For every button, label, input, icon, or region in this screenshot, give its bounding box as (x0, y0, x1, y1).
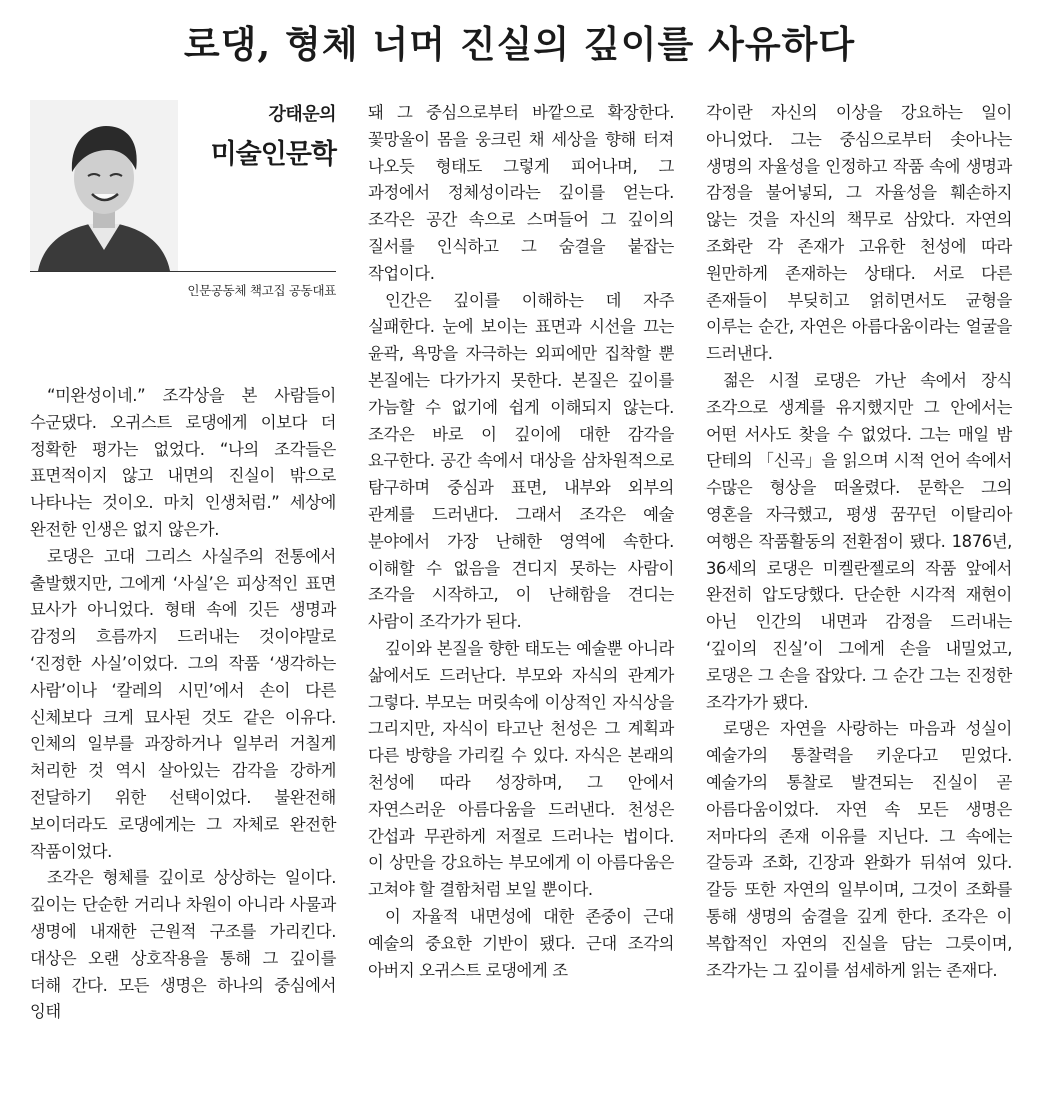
paragraph: 돼 그 중심으로부터 바깥으로 확장한다. 꽃망울이 몸을 웅크린 채 세상을 향해 터져 나오듯 형태도 그렇게 피어나며, 그 과정에서 정체성이라는 깊이를 얻는다. 조각은 공간 속으로 스며들어 그 깊이의 질서를 인식하고 그 숨결을 붙잡는 작업이다. (368, 103, 674, 283)
paragraph: 조각은 형체를 깊이로 상상하는 일이다. 깊이는 단순한 거리나 차원이 아니라 사물과 생명에 내재한 근원적 구조를 가리킨다. 대상은 오랜 상호작용을 통해 그 깊이를 더해 간다. 모든 생명은 하나의 중심에서 잉태 (30, 868, 336, 1022)
photo-divider (30, 271, 336, 272)
paragraph: 젊은 시절 로댕은 가난 속에서 장식 조각으로 생계를 유지했지만 그 안에서는 어떤 서사도 찾을 수 없었다. 그는 매일 밤 단테의 「신곡」을 읽으며 시적 언어 속에서 수많은 형상을 떠올렸다. 문학은 그의 영혼을 자극했고, 평생 꿈꾸던 이탈리아 여행은 작품활동의 전환점이 됐다. 1876년, 36세의 로댕은 미켈란젤로의 작품 앞에서 완전히 압도당했다. 단순한 시각적 재현이 아닌 인간의 내면과 감정을 드러내는 ‘깊이의 진실’이 그에게 손을 내밀었고, 로댕은 그 손을 잡았다. 그 순간 그는 진정한 조각가가 됐다. (706, 370, 1012, 712)
article-column-1 (30, 383, 336, 1026)
article-column-2 (368, 100, 674, 984)
headline: 로댕, 형체 너머 진실의 깊이를 사유하다 (183, 22, 856, 66)
author-name: 강태운의 (268, 104, 336, 125)
paragraph: 깊이와 본질을 향한 태도는 예술뿐 아니라 삶에서도 드러난다. 부모와 자식의 관계가 그렇다. 부모는 머릿속에 이상적인 자식상을 그리지만, 자식이 타고난 천성은 그 계획과 다른 방향을 가리킬 수 있다. 자식은 본래의 천성에 따라 성장하며, 그 안에서 자연스러운 아름다움을 드러낸다. 천성은 간섭과 무관하게 저절로 드러나는 법이다. 이 상만을 강요하는 부모에게 이 아름다움은 고쳐야 할 결함처럼 보일 뿐이다. (368, 638, 674, 900)
author-affiliation: 인문공동체 책고집 공동대표 (187, 283, 336, 298)
paragraph: 인간은 깊이를 이해하는 데 자주 실패한다. 눈에 보이는 표면과 시선을 끄는 윤곽, 욕망을 자극하는 외피에만 집착할 뿐 본질에는 다가가지 못한다. 본질은 깊이를 가늠할 수 없기에 쉽게 이해되지 않는다. 조각은 바로 이 깊이에 대한 감각을 요구한다. 공간 속에서 대상을 삼차원적으로 탐구하며 중심과 표면, 내부와 외부의 관계를 드러낸다. 그래서 조각은 예술 분야에서 가장 난해한 영역에 속한다. 이해할 수 없음을 견디지 못하는 사람이 조각을 시작하고, 이 난해함을 견디는 사람이 조각가가 된다. (368, 290, 674, 632)
series-title: 미술인문학 (210, 139, 336, 170)
author-portrait-image (30, 100, 178, 271)
paragraph: 이 자율적 내면성에 대한 존중이 근대 예술의 중요한 기반이 됐다. 근대 조각의 아버지 오귀스트 로댕에게 조 (368, 906, 674, 980)
article-column-3 (706, 100, 1012, 984)
paragraph: 각이란 자신의 이상을 강요하는 일이 아니었다. 그는 중심으로부터 솟아나는 생명의 자율성을 인정하고 작품 속에 생명과 감정을 불어넣되, 그 자율성을 훼손하지 않는 것을 자신의 책무로 삼았다. 자연의 조화란 각 존재가 고유한 천성에 따라 원만하게 존재하는 상태다. 서로 다른 존재들이 부딪히고 얽히면서도 균형을 이루는 순간, 자연은 아름다움이라는 얼굴을 드러낸다. (706, 103, 1012, 364)
paragraph: “미완성이네.” 조각상을 본 사람들이 수군댔다. 오귀스트 로댕에게 이보다 더 정확한 평가는 없었다. “나의 조각들은 표면적이지 않고 내면의 진실이 밖으로 나타나는 것이오. 마치 인생처럼.” 세상에 완전한 인생은 없지 않은가. (30, 386, 336, 539)
author-photo (30, 100, 178, 271)
byline (30, 100, 336, 310)
paragraph: 로댕은 고대 그리스 사실주의 전통에서 출발했지만, 그에게 ‘사실’은 피상적인 표면 묘사가 아니었다. 형태 속에 깃든 생명과 감정의 흐름까지 드러내는 것이야말로 ‘진정한 사실’이었다. 그의 작품 ‘생각하는 사람’이나 ‘칼레의 시민’에서 손이 다른 신체보다 크게 묘사된 것도 같은 이유다. 인체의 일부를 과장하거나 일부러 거칠게 처리한 것 역시 살아있는 감각을 강하게 전달하기 위한 선택이었다. 불완전해 보이더라도 로댕에게는 그 자체로 완전한 작품이었다. (30, 546, 336, 861)
paragraph: 로댕은 자연을 사랑하는 마음과 성실이 예술가의 통찰력을 키운다고 믿었다. 예술가의 통찰로 발견되는 진실이 곧 아름다움이었다. 자연 속 모든 생명은 저마다의 존재 이유를 지닌다. 그 속에는 갈등과 조화, 긴장과 완화가 뒤섞여 있다. 갈등 또한 자연의 일부이며, 그것이 조화를 통해 생명의 숨결을 깊게 한다. 조각은 이 복합적인 자연의 진실을 담는 그릇이며, 조각가는 그 깊이를 섬세하게 읽는 존재다. (706, 719, 1012, 980)
